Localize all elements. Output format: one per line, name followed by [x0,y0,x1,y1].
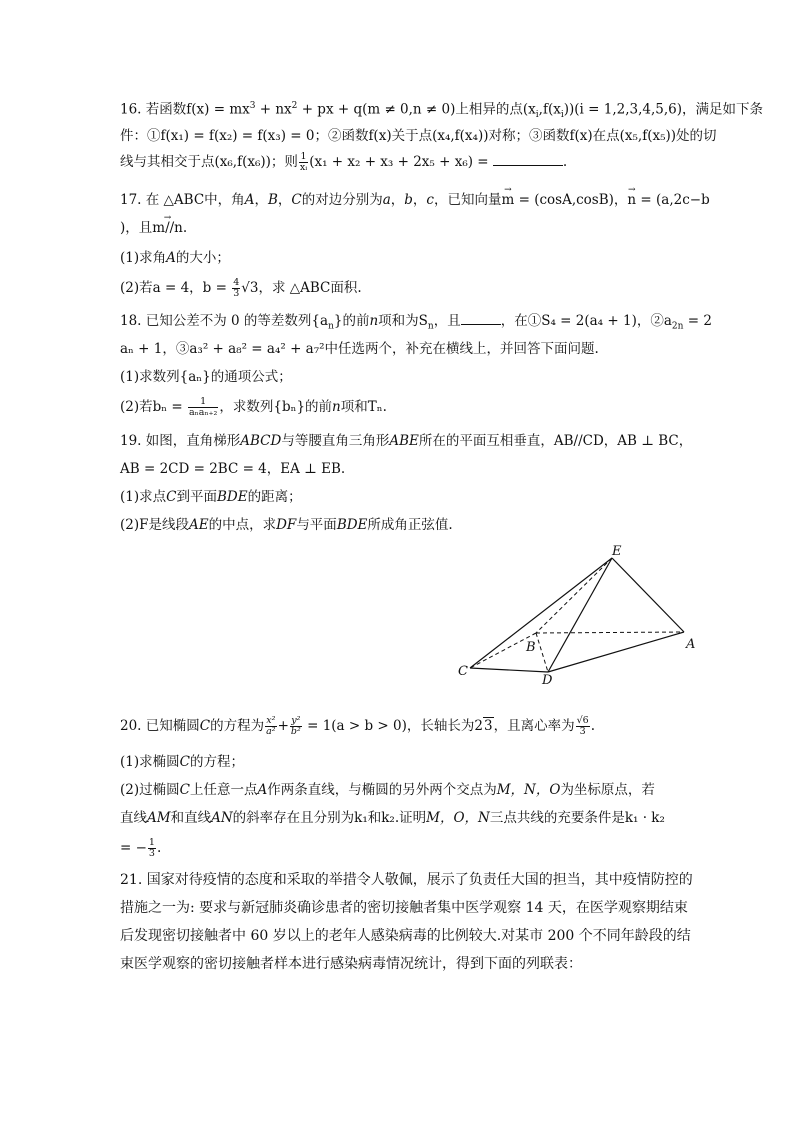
q17-part-1: (1)求角A的大小； [120,250,230,266]
edge-DA [548,632,684,672]
pyramid-figure [450,538,710,688]
label-C: C [458,664,468,679]
q18-line-2: aₙ + 1，③a₃² + a₈² = a₄² + a₇²中任选两个，补充在横线上，并回答下面问题. [120,341,599,357]
q16-line-2: 件：①f(x₁) = f(x₂) = f(x₃) = 0；②函数f(x)关于点(x₄,f(x₄))对称；③函数f(x)在点(x₅,f(x₅))处的切 [120,128,717,144]
q21-line-3: 后发现密切接触者中 60 岁以上的老年人感染病毒的比例较大.对某市 200 个不同年龄段的结 [120,928,691,944]
edge-BA [536,632,684,633]
choice-blank [461,324,501,325]
edge-BD [536,633,548,672]
edge-EB [536,558,612,633]
q21-line-4: 束医学观察的密切接触者样本进行感染病毒情况统计，得到下面的列联表： [120,956,582,972]
q16-line-1: 16. 若函数$f(x) = mx^3 + nx^2$ + px + q(m ≠ 0,n ≠ 0)上相异的点$(x_i,f(x_i))(i = 1,2,3,4,5,6)$，满足如下条 [120,101,763,121]
q17-part-2: (2)若a = 4，b = $\frac{4}{3}$ √3，求 △ABC面积. [120,277,362,299]
q19-line-1: 19. 如图，直角梯形ABCD与等腰直角三角形ABE所在的平面互相垂直，AB//CD，AB ⊥ BC， [120,433,693,449]
q18-part-1: (1)求数列{aₙ}的通项公式； [120,369,292,385]
q20-line-4: = − $\frac{1}{3}$ . [120,837,162,859]
q20-part-1: (1)求椭圆C的方程； [120,754,244,770]
q20-part-2: (2)过椭圆C上任意一点A作两条直线，与椭圆的另外两个交点为M，N，O为坐标原点，若 [120,782,655,798]
q17-line-1: 17. 在 △ABC中，角A，B，C的对边分别为a，b，c，已知向量→ m = (cosA,cosB)，→ n = (a,2c−b [120,190,710,210]
edge-ED [548,558,612,672]
q19-part-1: (1)求点C到平面BDE的距离； [120,489,302,505]
label-D: D [542,673,553,688]
label-A: A [686,637,696,652]
q19-line-2: AB = 2CD = 2BC = 4，EA ⊥ EB. [120,461,346,477]
q21-line-2: 措施之一为: 要求与新冠肺炎确诊患者的密切接触者集中医学观察 14 天，在医学观察期结束 [120,900,688,916]
edge-CD [470,668,548,672]
q21-line-1: 21. 国家对待疫情的态度和采取的举措令人敬佩，展示了负责任大国的担当，其中疫情防控的 [120,872,693,888]
label-E: E [612,544,622,559]
edge-EA [612,558,684,632]
answer-blank [493,165,563,166]
q19-part-2: (2)F是线段AE的中点，求DF与平面BDE所成角正弦值. [120,517,453,533]
q18-line-1: 18. 已知公差不为 0 的等差数列$\{a_n\}$的前n项和为$S_n$，且 ，在①S₄ = 2(a₄ + 1)，$②a_{2n} = 2$ [120,313,712,332]
q18-part-2: (2)若bₙ = $\frac{1}{\text{aₙaₙ₊₂}}$ ，求数列{bₙ}的前n项和Tₙ. [120,396,387,418]
label-B: B [526,640,536,655]
q16-line-3: 线与其相交于点(x₆,f(x₆))；则 $\frac{1}{\text{xᵢ}}$ (x₁ + x₂ + x₃ + 2x₅ + x₆) = . [120,151,568,173]
q20-line-3: 直线AM和直线AN的斜率存在且分别为k₁和k₂.证明M，O，N三点共线的充要条件是k₁ · k₂ [120,810,665,826]
q17-line-2: )，且→ m//n. [120,218,187,238]
q20-line-1: 20. 已知椭圆C的方程为 $\frac{\text{x²}}{\text{a²}}$ + $\frac{\text{y²}}{\text{b²}}$ = 1(a > b > 0)，长轴长为23，且离心率为 $\frac{√6}{3}$ . [120,715,595,737]
edge-EC [470,558,612,668]
